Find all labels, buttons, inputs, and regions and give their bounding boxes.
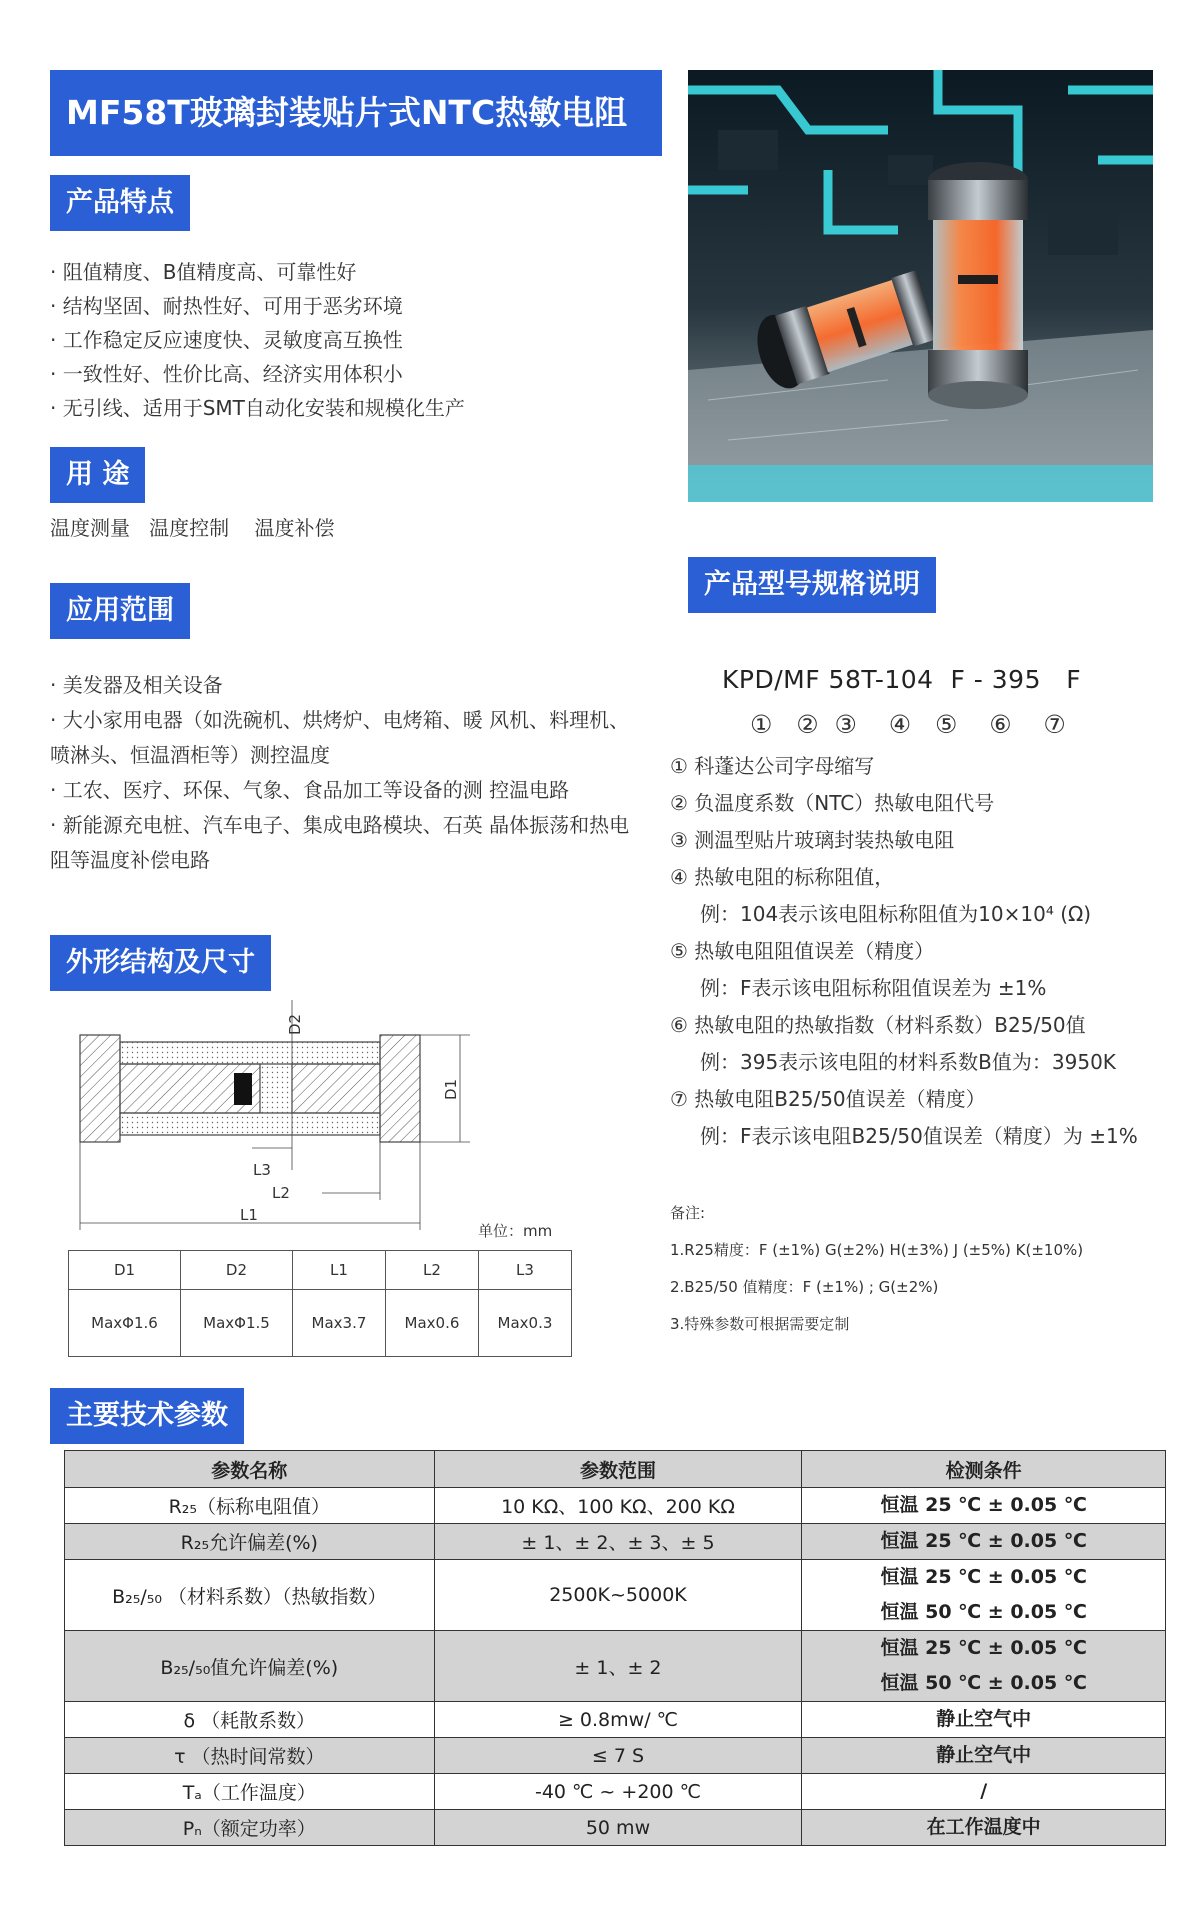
feature-item: · 结构坚固、耐热性好、可用于恶劣环境 — [50, 294, 403, 318]
param-name-cell: δ （耗散系数） — [65, 1702, 435, 1738]
dim-header-l1: L1 — [292, 1251, 385, 1290]
param-range-cell: -40 ℃ ~ +200 ℃ — [434, 1774, 802, 1810]
right-electrode — [292, 1064, 380, 1113]
condition-line: 在工作温度中 — [926, 1816, 1041, 1838]
uses-text: 温度测量 温度控制 温度补偿 — [50, 516, 335, 540]
section-header-structure: 外形结构及尺寸 — [50, 935, 271, 991]
tech-header-range: 参数范围 — [434, 1451, 802, 1488]
section-header-applications: 应用范围 — [50, 583, 190, 639]
condition-line: / — [980, 1780, 988, 1802]
param-condition-cell — [802, 1631, 1166, 1702]
feature-item: · 无引线、适用于SMT自动化安装和规模化生产 — [50, 396, 465, 420]
param-name-cell: R₂₅允许偏差(%) — [65, 1524, 435, 1560]
l1-label: L1 — [240, 1206, 258, 1224]
dim-header-l2: L2 — [385, 1251, 478, 1290]
note-item: 3.特殊参数可根据需要定制 — [670, 1315, 850, 1333]
l3-label: L3 — [253, 1161, 271, 1179]
dim-header-d2: D2 — [180, 1251, 292, 1290]
application-item: · 大小家用电器（如洗碗机、烘烤炉、电烤箱、暖 风机、料理机、喷淋头、恒温酒柜等）测控温度 — [50, 708, 630, 767]
condition-line: 恒温 25 ℃ ± 0.05 ℃ — [880, 1494, 1087, 1516]
model-code-index: ① ② ③ ④ ⑤ ⑥ ⑦ — [750, 710, 1066, 739]
section-header-tech: 主要技术参数 — [50, 1388, 244, 1444]
left-end-cap — [80, 1035, 120, 1142]
model-spec-item: ⑦ 热敏电阻B25/50值误差（精度） — [670, 1087, 986, 1111]
model-spec-example: 例：F表示该电阻标称阻值误差为 ±1% — [700, 976, 1047, 1000]
product-illustration — [688, 70, 1153, 502]
model-spec-item: ① 科蓬达公司字母缩写 — [670, 754, 875, 778]
glass-body-top — [120, 1042, 380, 1064]
param-range-cell: ± 1、± 2、± 3、± 5 — [434, 1524, 802, 1560]
param-name-cell: R₂₅（标称电阻值） — [65, 1488, 435, 1524]
model-spec-item: ⑤ 热敏电阻阻值误差（精度） — [670, 939, 935, 963]
param-range-cell: 50 mw — [434, 1810, 802, 1846]
table-row — [65, 1702, 1166, 1738]
d2-label: D2 — [286, 1013, 304, 1035]
section-header-model: 产品型号规格说明 — [688, 557, 936, 613]
dim-value-l3: Max0.3 — [478, 1290, 571, 1357]
dim-header-l3: L3 — [478, 1251, 571, 1290]
param-range-cell: ± 1、± 2 — [434, 1631, 802, 1702]
dim-header-d1: D1 — [69, 1251, 181, 1290]
condition-line: 静止空气中 — [936, 1708, 1032, 1730]
notes-title: 备注: — [670, 1204, 706, 1222]
model-spec-example: 例：395表示该电阻的材料系数B值为：3950K — [700, 1050, 1116, 1074]
param-condition-cell — [802, 1702, 1166, 1738]
model-spec-item: ② 负温度系数（NTC）热敏电阻代号 — [670, 791, 995, 815]
table-row — [65, 1810, 1166, 1846]
model-notes — [670, 1195, 1083, 1343]
tech-table-header-row — [65, 1451, 1166, 1488]
dimension-drawing — [60, 995, 480, 1235]
l2-label: L2 — [272, 1184, 290, 1202]
model-spec-list — [670, 748, 1138, 1155]
condition-line: 恒温 50 ℃ ± 0.05 ℃ — [880, 1672, 1087, 1694]
model-spec-example: 例：104表示该电阻标称阻值为10×10⁴ (Ω) — [700, 902, 1092, 926]
param-condition-cell — [802, 1810, 1166, 1846]
feature-list — [50, 255, 465, 425]
tech-table-body — [65, 1488, 1166, 1846]
tech-header-condition: 检测条件 — [802, 1451, 1166, 1488]
param-condition-cell — [802, 1524, 1166, 1560]
dimension-table — [68, 1250, 572, 1357]
application-item: · 美发器及相关设备 — [50, 673, 223, 697]
application-list — [50, 668, 630, 878]
param-name-cell: Pₙ（额定功率） — [65, 1810, 435, 1846]
param-condition-cell — [802, 1488, 1166, 1524]
right-end-cap — [380, 1035, 420, 1142]
feature-item: · 一致性好、性价比高、经济实用体积小 — [50, 362, 403, 386]
dim-value-l1: Max3.7 — [292, 1290, 385, 1357]
model-code: KPD/MF 58T-104 F - 395 F — [722, 665, 1082, 694]
param-range-cell: ≥ 0.8mw/ ℃ — [434, 1702, 802, 1738]
condition-line: 恒温 25 ℃ ± 0.05 ℃ — [880, 1637, 1087, 1659]
table-row — [65, 1488, 1166, 1524]
d1-label: D1 — [442, 1078, 460, 1100]
condition-line: 恒温 25 ℃ ± 0.05 ℃ — [880, 1566, 1087, 1588]
dim-value-d2: MaxΦ1.5 — [180, 1290, 292, 1357]
table-row — [65, 1524, 1166, 1560]
param-range-cell: 2500K~5000K — [434, 1560, 802, 1631]
model-spec-item: ⑥ 热敏电阻的热敏指数（材料系数）B25/50值 — [670, 1013, 1086, 1037]
param-name-cell: Tₐ（工作温度） — [65, 1774, 435, 1810]
product-photo — [688, 70, 1153, 502]
tech-header-name: 参数名称 — [65, 1451, 435, 1488]
param-range-cell: 10 KΩ、100 KΩ、200 KΩ — [434, 1488, 802, 1524]
condition-line: 恒温 25 ℃ ± 0.05 ℃ — [880, 1530, 1087, 1552]
tech-params-table — [64, 1450, 1166, 1846]
param-name-cell: τ （热时间常数） — [65, 1738, 435, 1774]
condition-line: 恒温 50 ℃ ± 0.05 ℃ — [880, 1601, 1087, 1623]
table-row — [65, 1774, 1166, 1810]
application-item: · 新能源充电桩、汽车电子、集成电路模块、石英 晶体振荡和热电阻等温度补偿电路 — [50, 813, 630, 872]
unit-label: 单位：mm — [478, 1222, 553, 1240]
dim-value-l2: Max0.6 — [385, 1290, 478, 1357]
note-item: 2.B25/50 值精度：F (±1%) ; G(±2%) — [670, 1278, 939, 1296]
dimension-table-header-row — [69, 1251, 572, 1290]
page-title: MF58T玻璃封装贴片式NTC热敏电阻 — [50, 70, 662, 156]
model-spec-item: ④ 热敏电阻的标称阻值， — [670, 865, 895, 889]
param-condition-cell — [802, 1560, 1166, 1631]
application-item: · 工农、医疗、环保、气象、食品加工等设备的测 控温电路 — [50, 778, 570, 802]
note-item: 1.R25精度：F (±1%) G(±2%) H(±3%) J (±5%) K(±10%) — [670, 1241, 1084, 1259]
glass-fill — [260, 1064, 292, 1113]
model-spec-item: ③ 测温型贴片玻璃封装热敏电阻 — [670, 828, 955, 852]
model-spec-example: 例：F表示该电阻B25/50值误差（精度）为 ±1% — [700, 1124, 1138, 1148]
glass-body-bottom — [120, 1113, 380, 1135]
param-condition-cell — [802, 1738, 1166, 1774]
param-condition-cell — [802, 1774, 1166, 1810]
table-row — [65, 1631, 1166, 1702]
dimension-table-value-row — [69, 1290, 572, 1357]
ntc-chip — [234, 1073, 252, 1105]
param-range-cell: ≤ 7 S — [434, 1738, 802, 1774]
dim-value-d1: MaxΦ1.6 — [69, 1290, 181, 1357]
section-header-features: 产品特点 — [50, 175, 190, 231]
condition-line: 静止空气中 — [936, 1744, 1032, 1766]
param-name-cell: B₂₅/₅₀值允许偏差(%) — [65, 1631, 435, 1702]
feature-item: · 阻值精度、B值精度高、可靠性好 — [50, 260, 357, 284]
feature-item: · 工作稳定反应速度快、灵敏度高互换性 — [50, 328, 403, 352]
param-name-cell: B₂₅/₅₀ （材料系数）（热敏指数） — [65, 1560, 435, 1631]
section-header-uses: 用 途 — [50, 447, 145, 503]
table-row — [65, 1560, 1166, 1631]
table-row — [65, 1738, 1166, 1774]
